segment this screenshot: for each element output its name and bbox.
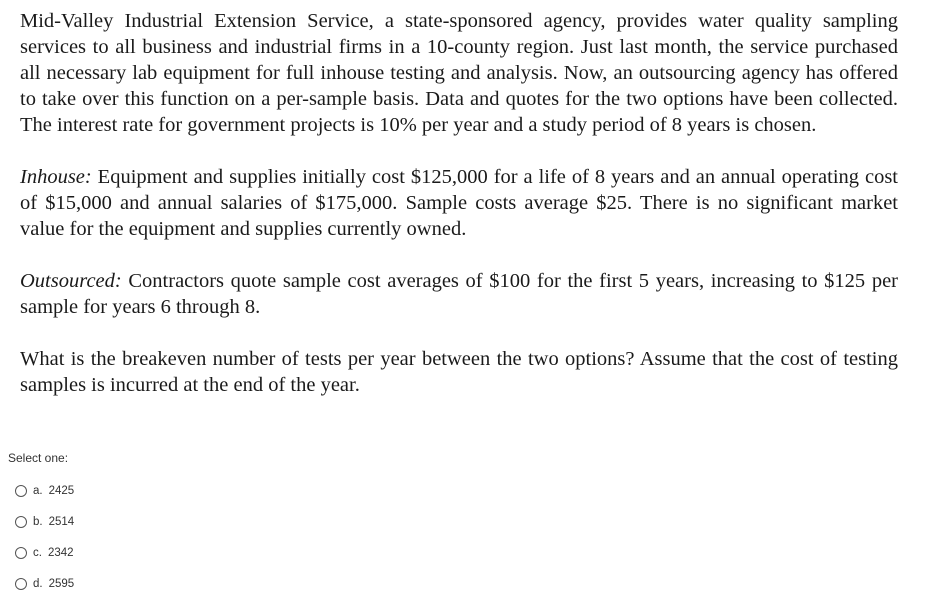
radio-button-a[interactable] — [15, 485, 27, 497]
answer-options — [8, 450, 74, 599]
question-intro: Mid-Valley Industrial Extension Service, a state-sponsored agency, provides water quality sampling services to all business and industrial firms in a 10-county region. Just last month, the service purchased all necessary lab equipment for full inhouse testing and analysis. Now, an outsourcing agency has offered to take over this function on a per-sample basis. Data and quotes for the two options have been collected. The interest rate for government projects is 10% per year and a study period of 8 years is chosen. — [20, 10, 898, 136]
question-text — [20, 8, 898, 424]
option-a[interactable] — [8, 475, 74, 506]
question-prompt: What is the breakeven number of tests per year between the two options? Assume that the cost of testing samples is incurred at the end of the year. — [20, 348, 898, 396]
option-d[interactable] — [8, 568, 74, 599]
inhouse-details: Equipment and supplies initially cost $125,000 for a life of 8 years and an annual operating cost of $15,000 and annual salaries of $175,000. Sample costs average $25. There is no significant market value for the equipment and supplies currently owned. — [20, 166, 898, 240]
option-value: 2342 — [47, 546, 74, 559]
outsourced-label: Outsourced: — [20, 270, 122, 292]
option-letter: b. — [33, 515, 43, 528]
outsourced-paragraph — [20, 268, 898, 320]
select-one-label: Select one: — [8, 451, 69, 465]
radio-button-c[interactable] — [15, 547, 27, 559]
option-letter: d. — [33, 577, 43, 590]
outsourced-details: Contractors quote sample cost averages of $100 for the first 5 years, increasing to $125 per sample for years 6 through 8. — [20, 270, 898, 318]
option-value: 2595 — [48, 577, 75, 590]
option-value: 2425 — [48, 484, 75, 497]
option-letter: a. — [33, 484, 43, 497]
radio-button-d[interactable] — [15, 578, 27, 590]
option-c[interactable] — [8, 537, 74, 568]
option-value: 2514 — [48, 515, 75, 528]
inhouse-label: Inhouse: — [20, 166, 92, 188]
option-b[interactable] — [8, 506, 74, 537]
radio-button-b[interactable] — [15, 516, 27, 528]
inhouse-paragraph — [20, 164, 898, 242]
option-letter: c. — [33, 546, 42, 559]
